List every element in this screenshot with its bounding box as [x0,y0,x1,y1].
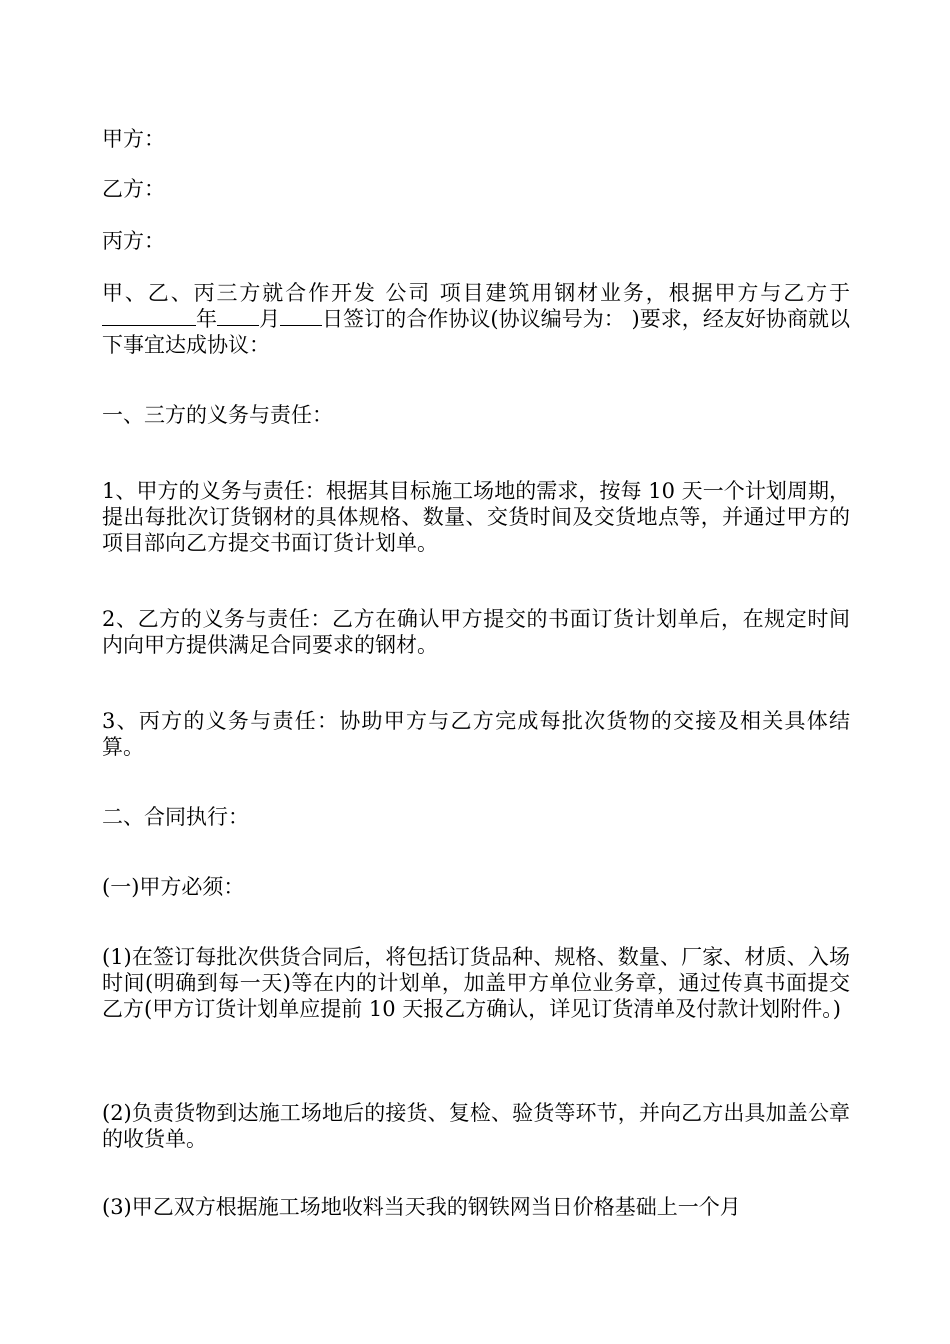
party-b-label: 乙方： [102,177,165,201]
section2-clause1: (1)在签订每批次供货合同后，将包括订货品种、规格、数量、厂家、材质、入场时间(明确到每一天)等在内的计划单，加盖甲方单位业务章，通过传真书面提交乙方(甲方订货计划单应提前 10 天报乙方确认，详见订货清单及付款计划附件。) [102,945,850,1021]
party-a-label: 甲方： [102,127,165,151]
section1-item1: 1、甲方的义务与责任：根据其目标施工场地的需求，按每 10 天一个计划周期，提出每批次订货钢材的具体规格、数量、交货时间及交货地点等，并通过甲方的项目部向乙方提交书面订货计划单。 [102,479,850,555]
intro-part1: 甲、乙、丙三方就合作开发 公司 项目建筑用钢材业务，根据甲方与乙方于 [102,281,850,305]
party-c-label: 丙方： [102,229,165,253]
intro-year: 年 [196,307,218,331]
intro-month: 月 [259,307,281,331]
section2-sub1: (一)甲方必须： [102,875,245,899]
month-blank [217,307,259,326]
section1-item3: 3、丙方的义务与责任：协助甲方与乙方完成每批次货物的交接及相关具体结算。 [102,709,850,759]
section2-clause2: (2)负责货物到达施工场地后的接货、复检、验货等环节，并向乙方出具加盖公章的收货单。 [102,1101,850,1151]
intro-paragraph [102,280,850,358]
day-blank [280,307,322,326]
intro-part2: 日签订的合作协议(协议编号为： )要求，经友好协商就以下事宜达成协议： [102,307,851,357]
section1-title: 一、三方的义务与责任： [102,403,333,427]
section2-clause3: (3)甲乙双方根据施工场地收料当天我的钢铁网当日价格基础上一个月 [102,1195,741,1219]
year-blank [102,307,196,326]
section1-item2: 2、乙方的义务与责任：乙方在确认甲方提交的书面订货计划单后，在规定时间内向甲方提供满足合同要求的钢材。 [102,607,850,657]
section2-title: 二、合同执行： [102,805,249,829]
